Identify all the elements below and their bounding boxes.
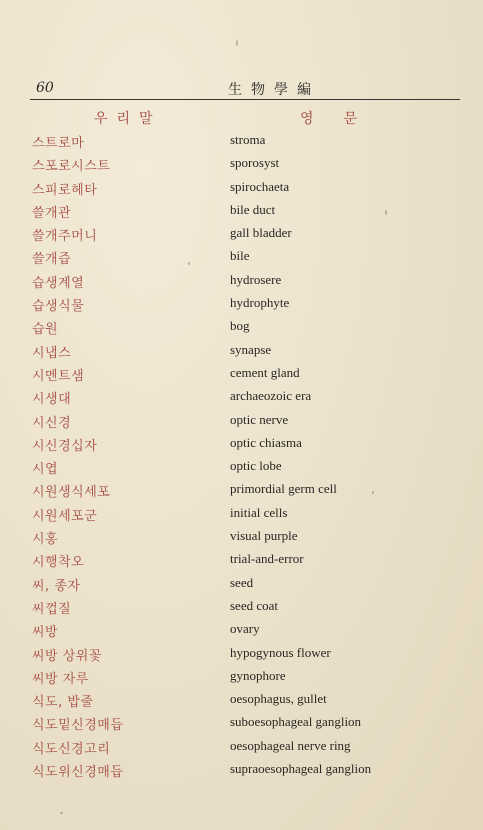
english-term: cement gland: [230, 364, 300, 380]
glossary-entry: [0, 432, 483, 455]
column-heading-english: 영문: [300, 111, 388, 127]
glossary-list: [0, 129, 483, 781]
korean-term: 시신경: [32, 415, 72, 431]
english-term: optic chiasma: [230, 434, 302, 450]
glossary-entry: [0, 502, 483, 525]
glossary-entry: [0, 129, 483, 152]
paper-speck: [372, 491, 374, 494]
korean-term: 쓸개주머니: [32, 229, 98, 245]
glossary-entry: [0, 269, 483, 292]
korean-term: 식도, 밥줄: [32, 695, 94, 711]
english-term: bile duct: [230, 201, 276, 217]
page-header: [30, 78, 460, 98]
column-headings: [30, 108, 460, 128]
glossary-entry: [0, 688, 483, 711]
korean-term: 시원생식세포: [32, 485, 111, 501]
header-rule: [30, 99, 460, 100]
korean-term: 시행착오: [32, 555, 85, 571]
english-term: ovary: [230, 621, 260, 637]
paper-speck: [236, 40, 238, 46]
korean-term: 시원세포군: [32, 508, 98, 524]
glossary-entry: [0, 245, 483, 268]
glossary-entry: [0, 222, 483, 245]
korean-term: 식도신경고리: [32, 741, 111, 757]
english-term: hydrosere: [230, 271, 282, 287]
korean-term: 시신경십자: [32, 438, 98, 454]
english-term: visual purple: [230, 528, 298, 544]
english-term: suboesophageal ganglion: [230, 714, 362, 730]
glossary-entry: [0, 385, 483, 408]
glossary-entry: [0, 199, 483, 222]
glossary-entry: [0, 455, 483, 478]
korean-term: 시홍: [32, 532, 59, 548]
english-term: initial cells: [230, 504, 288, 520]
english-term: optic lobe: [230, 458, 282, 474]
glossary-entry: [0, 478, 483, 501]
glossary-entry: [0, 711, 483, 734]
glossary-entry: [0, 595, 483, 618]
korean-term: 시엽: [32, 462, 59, 478]
korean-term: 씨껍질: [32, 601, 72, 617]
glossary-entry: [0, 525, 483, 548]
english-term: sporosyst: [230, 155, 280, 171]
korean-term: 스피로헤타: [32, 182, 98, 198]
english-term: oesophagus, gullet: [230, 691, 327, 707]
english-term: oesophageal nerve ring: [230, 737, 351, 753]
korean-term: 쓸개즙: [32, 252, 72, 268]
korean-term: 습생식물: [32, 299, 85, 315]
english-term: spirochaeta: [230, 178, 290, 194]
glossary-entry: [0, 735, 483, 758]
english-term: optic nerve: [230, 411, 289, 427]
korean-term: 쓸개관: [32, 205, 72, 221]
english-term: stroma: [230, 132, 266, 147]
paper-speck: [188, 262, 190, 265]
paper-speck: [60, 812, 63, 814]
korean-term: 습원: [32, 322, 59, 338]
column-heading-korean: 우리말: [94, 111, 162, 127]
glossary-entry: [0, 572, 483, 595]
korean-term: 식도밑신경매듭: [32, 718, 124, 734]
glossary-entry: [0, 409, 483, 432]
page-number: 60: [36, 80, 54, 96]
glossary-entry: [0, 362, 483, 385]
english-term: gall bladder: [230, 225, 292, 241]
glossary-entry: [0, 315, 483, 338]
glossary-entry: [0, 339, 483, 362]
english-term: seed coat: [230, 597, 279, 613]
glossary-entry: [0, 292, 483, 315]
korean-term: 시멘트샘: [32, 368, 85, 384]
korean-term: 식도위신경매듭: [32, 765, 124, 781]
english-term: seed: [230, 574, 254, 590]
english-term: gynophore: [230, 667, 286, 683]
korean-term: 씨방 상위꽃: [32, 648, 102, 664]
glossary-entry: [0, 152, 483, 175]
glossary-entry: [0, 758, 483, 781]
english-term: trial-and-error: [230, 551, 304, 567]
english-term: bile: [230, 248, 250, 264]
english-term: supraoesophageal ganglion: [230, 761, 372, 777]
korean-term: 습생계열: [32, 275, 85, 291]
korean-term: 씨방 자루: [32, 671, 89, 687]
korean-term: 시냅스: [32, 345, 72, 361]
korean-term: 씨방: [32, 625, 59, 641]
glossary-entry: [0, 665, 483, 688]
running-head: 生物學編: [228, 82, 320, 98]
english-term: hypogynous flower: [230, 644, 331, 660]
english-term: archaeozoic era: [230, 388, 312, 404]
paper-speck: [385, 210, 387, 215]
english-term: hydrophyte: [230, 295, 290, 311]
glossary-entry: [0, 642, 483, 665]
korean-term: 스포로시스트: [32, 159, 111, 175]
english-term: synapse: [230, 341, 272, 357]
korean-term: 스트로마: [32, 136, 85, 151]
english-term: primordial germ cell: [230, 481, 337, 497]
korean-term: 시생대: [32, 392, 72, 408]
glossary-entry: [0, 176, 483, 199]
english-term: bog: [230, 318, 250, 334]
glossary-entry: [0, 548, 483, 571]
korean-term: 씨, 종자: [32, 578, 81, 594]
glossary-entry: [0, 618, 483, 641]
